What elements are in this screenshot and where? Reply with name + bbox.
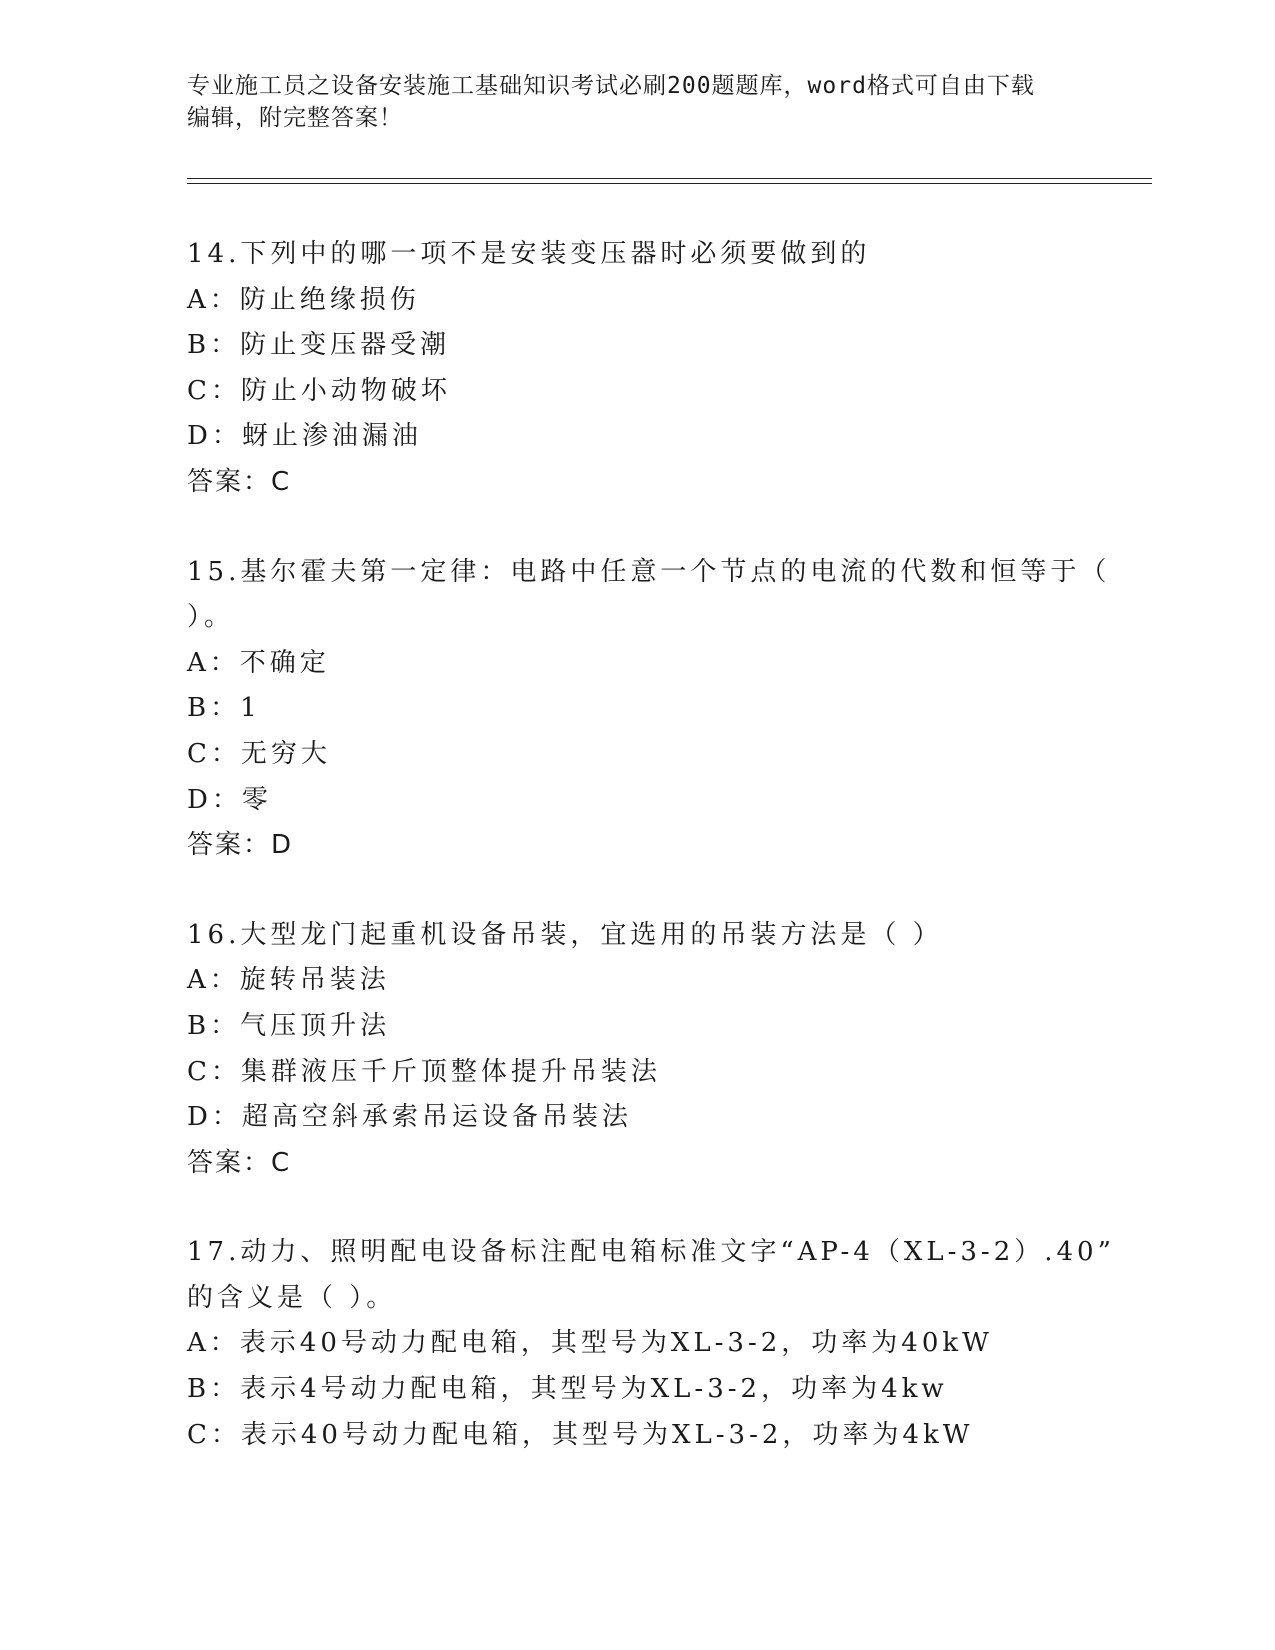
header-title-line-2: 编辑，附完整答案！ [187, 105, 403, 131]
header-double-rule [187, 178, 1152, 184]
answer-text: 答案：C [187, 1147, 292, 1178]
question-17 [187, 1230, 1147, 1458]
option-c: C：防止小动物破坏 [187, 375, 451, 406]
question-stem: 16.大型龙门起重机设备吊装，宜选用的吊装方法是（ ） [187, 919, 943, 950]
answer-text: 答案：C [187, 466, 292, 497]
option-c: C：表示40号动力配电箱，其型号为XL-3-2，功率为4kW [187, 1419, 974, 1450]
document-header [187, 70, 1087, 134]
option-b: B：表示4号动力配电箱，其型号为XL-3-2，功率为4kw [187, 1374, 948, 1405]
option-d: D：蚜止渗油漏油 [187, 421, 422, 452]
question-stem-continued: ）。 [187, 602, 235, 633]
option-a: A：防止绝缘损伤 [187, 284, 420, 315]
question-stem-continued: 的含义是（ ）。 [187, 1282, 397, 1313]
question-list [187, 232, 1147, 1502]
question-16 [187, 913, 1147, 1187]
option-c: C：集群液压千斤顶整体提升吊装法 [187, 1056, 661, 1087]
option-b: B：防止变压器受潮 [187, 330, 451, 361]
answer-text: 答案：D [187, 830, 294, 861]
option-a: A：不确定 [187, 647, 330, 678]
question-14 [187, 232, 1147, 506]
header-title-line-1: 专业施工员之设备安装施工基础知识考试必刷200题题库，word格式可自由下载 [187, 73, 1035, 99]
option-c: C：无穷大 [187, 738, 331, 769]
question-stem: 15.基尔霍夫第一定律：电路中任意一个节点的电流的代数和恒等于（ [187, 556, 1111, 587]
option-a: A：旋转吊装法 [187, 965, 390, 996]
question-stem: 14.下列中的哪一项不是安装变压器时必须要做到的 [187, 239, 871, 269]
option-b: B：1 [187, 693, 261, 724]
option-b: B：气压顶升法 [187, 1010, 391, 1041]
option-a: A：表示40号动力配电箱，其型号为XL-3-2，功率为40kW [187, 1328, 993, 1359]
question-15 [187, 550, 1147, 869]
question-stem: 17.动力、照明配电设备标注配电箱标准文字“AP-4（XL-3-2）.40” [187, 1237, 1115, 1268]
option-d: D：零 [187, 784, 272, 815]
option-d: D：超高空斜承索吊运设备吊装法 [187, 1102, 632, 1133]
